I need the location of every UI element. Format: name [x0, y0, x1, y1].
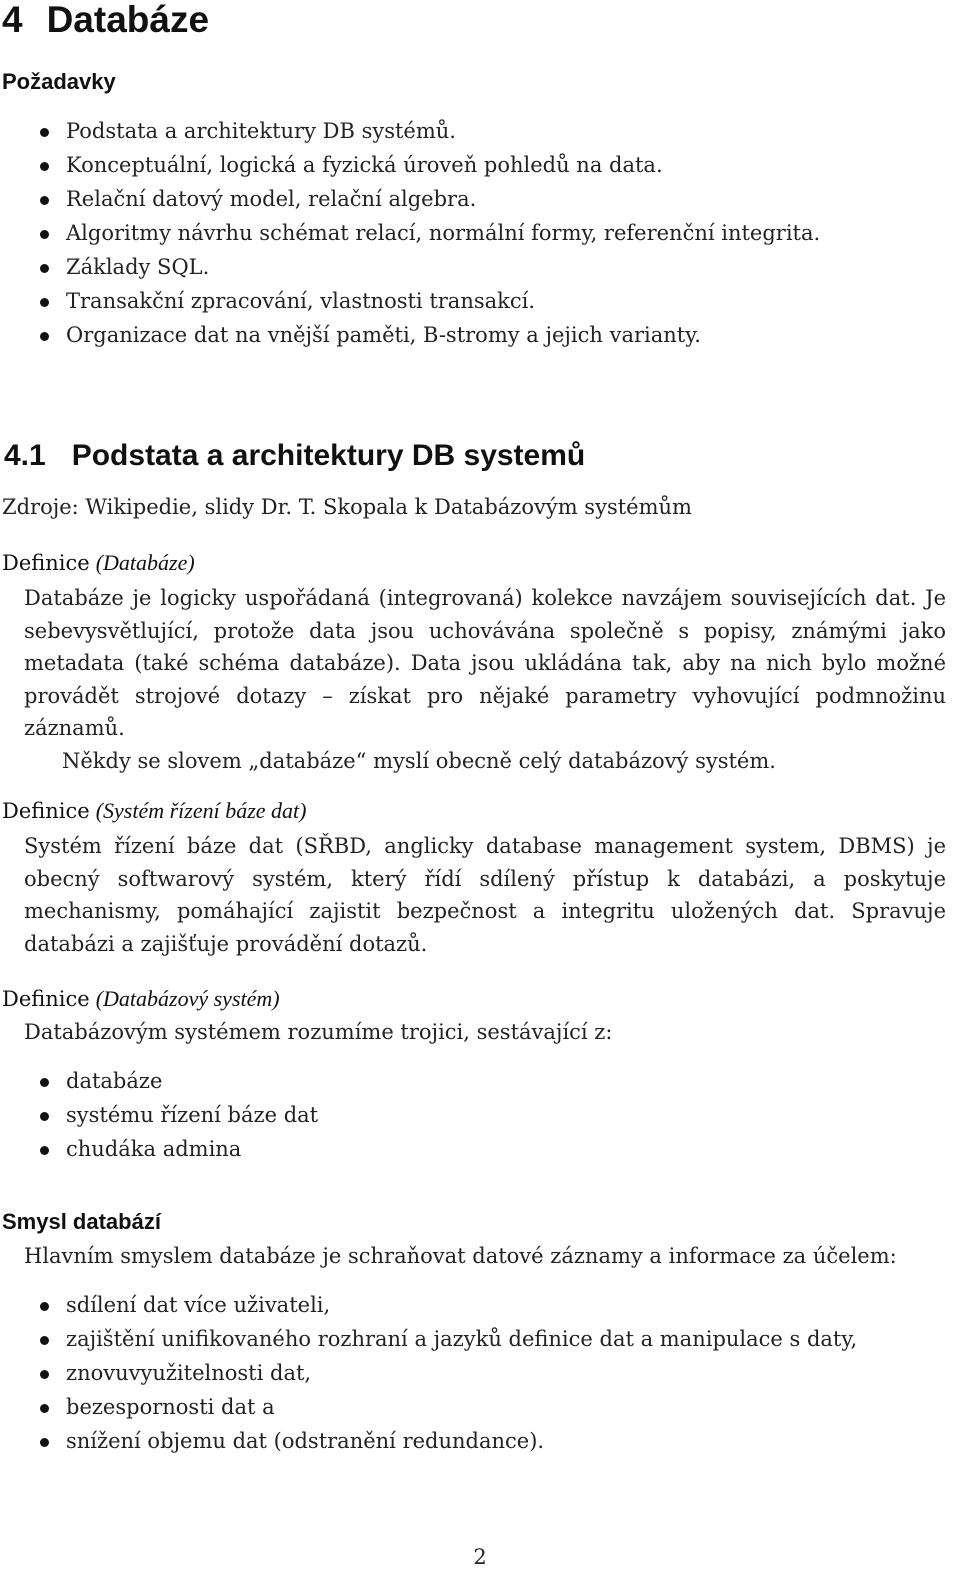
bullet-icon	[40, 332, 49, 341]
list-item: snížení objemu dat (odstranění redundance).	[40, 1424, 857, 1458]
definition-keyword: Definice	[2, 799, 90, 823]
bullet-icon	[40, 1370, 49, 1379]
requirements-list	[40, 114, 820, 352]
list-item: bezespornosti dat a	[40, 1390, 857, 1424]
list-item: Základy SQL.	[40, 250, 820, 284]
list-item: Transakční zpracování, vlastnosti transakcí.	[40, 284, 820, 318]
definition-body	[24, 582, 946, 777]
list-item: Podstata a architektury DB systémů.	[40, 114, 820, 148]
definition-body	[24, 1016, 946, 1049]
bullet-icon	[40, 230, 49, 239]
list-item: zajištění unifikovaného rozhraní a jazyků definice dat a manipulace s daty,	[40, 1322, 857, 1356]
section-number: 4.1	[4, 439, 46, 472]
purpose-heading: Smysl databází	[2, 1209, 161, 1234]
bullet-icon	[40, 1146, 49, 1155]
list-item: Konceptuální, logická a fyzická úroveň pohledů na data.	[40, 148, 820, 182]
bullet-icon	[40, 1302, 49, 1311]
definition-paragraph: Někdy se slovem „databáze“ myslí obecně celý databázový systém.	[62, 748, 776, 773]
definition-paragraph: Databáze je logicky uspořádaná (integrovaná) kolekce navzájem souvisejících dat. Je sebevysvětlující, protože data jsou uchovávána společně s popisy, známými jako metadata (také schéma databáze). Data jsou ukládána tak, aby na nich bylo možné provádět strojové dotazy – získat pro nějaké parametry vyhovující podmnožinu záznamů.	[24, 586, 946, 740]
list-item: Algoritmy návrhu schémat relací, normální formy, referenční integrita.	[40, 216, 820, 250]
bullet-icon	[40, 162, 49, 171]
section-title-text: Podstata a architektury DB systemů	[71, 439, 586, 472]
bullet-icon	[40, 1438, 49, 1447]
definition-paragraph: Databázovým systémem rozumíme trojici, sestávající z:	[24, 1020, 613, 1044]
bullet-icon	[40, 1078, 49, 1087]
list-item: systému řízení báze dat	[40, 1098, 318, 1132]
page-number: 2	[473, 1545, 487, 1569]
definition-list	[40, 1064, 318, 1166]
bullet-icon	[40, 1404, 49, 1413]
list-item: databáze	[40, 1064, 318, 1098]
list-item: Organizace dat na vnější paměti, B-stromy a jejich varianty.	[40, 318, 820, 352]
bullet-icon	[40, 264, 49, 273]
purpose-list	[40, 1288, 857, 1458]
sources-line: Zdroje: Wikipedie, slidy Dr. T. Skopala k Databázovým systémům	[2, 495, 692, 519]
definition-body	[24, 830, 946, 960]
bullet-icon	[40, 196, 49, 205]
definition-paragraph: Systém řízení báze dat (SŘBD, anglicky database management system, DBMS) je obecný softwarový systém, který řídí sdílený přístup k databázi, a poskytuje mechanismy, pomáhající zajistit bezpečnost a integritu uložených dat. Spravuje databázi a zajišťuje provádění dotazů.	[24, 834, 946, 956]
list-item: chudáka admina	[40, 1132, 318, 1166]
definition-name: (Databázový systém)	[95, 986, 280, 1011]
list-item: znovuvyužitelnosti dat,	[40, 1356, 857, 1390]
bullet-icon	[40, 1336, 49, 1345]
bullet-icon	[40, 298, 49, 307]
list-item: sdílení dat více uživateli,	[40, 1288, 857, 1322]
definition-heading	[2, 984, 280, 1014]
definition-keyword: Definice	[2, 551, 90, 575]
definition-heading	[2, 796, 307, 826]
definition-name: (Databáze)	[95, 550, 195, 575]
list-item: Relační datový model, relační algebra.	[40, 182, 820, 216]
bullet-icon	[40, 1112, 49, 1121]
section-title	[4, 437, 585, 475]
chapter-title	[2, 0, 209, 42]
chapter-title-text: Databáze	[46, 0, 210, 40]
definition-keyword: Definice	[2, 987, 90, 1011]
requirements-heading: Požadavky	[2, 69, 116, 94]
chapter-number: 4	[2, 0, 23, 40]
definition-heading	[2, 548, 195, 578]
definition-name: (Systém řízení báze dat)	[95, 798, 307, 823]
bullet-icon	[40, 128, 49, 137]
purpose-intro: Hlavním smyslem databáze je schraňovat datové záznamy a informace za účelem:	[24, 1244, 897, 1268]
